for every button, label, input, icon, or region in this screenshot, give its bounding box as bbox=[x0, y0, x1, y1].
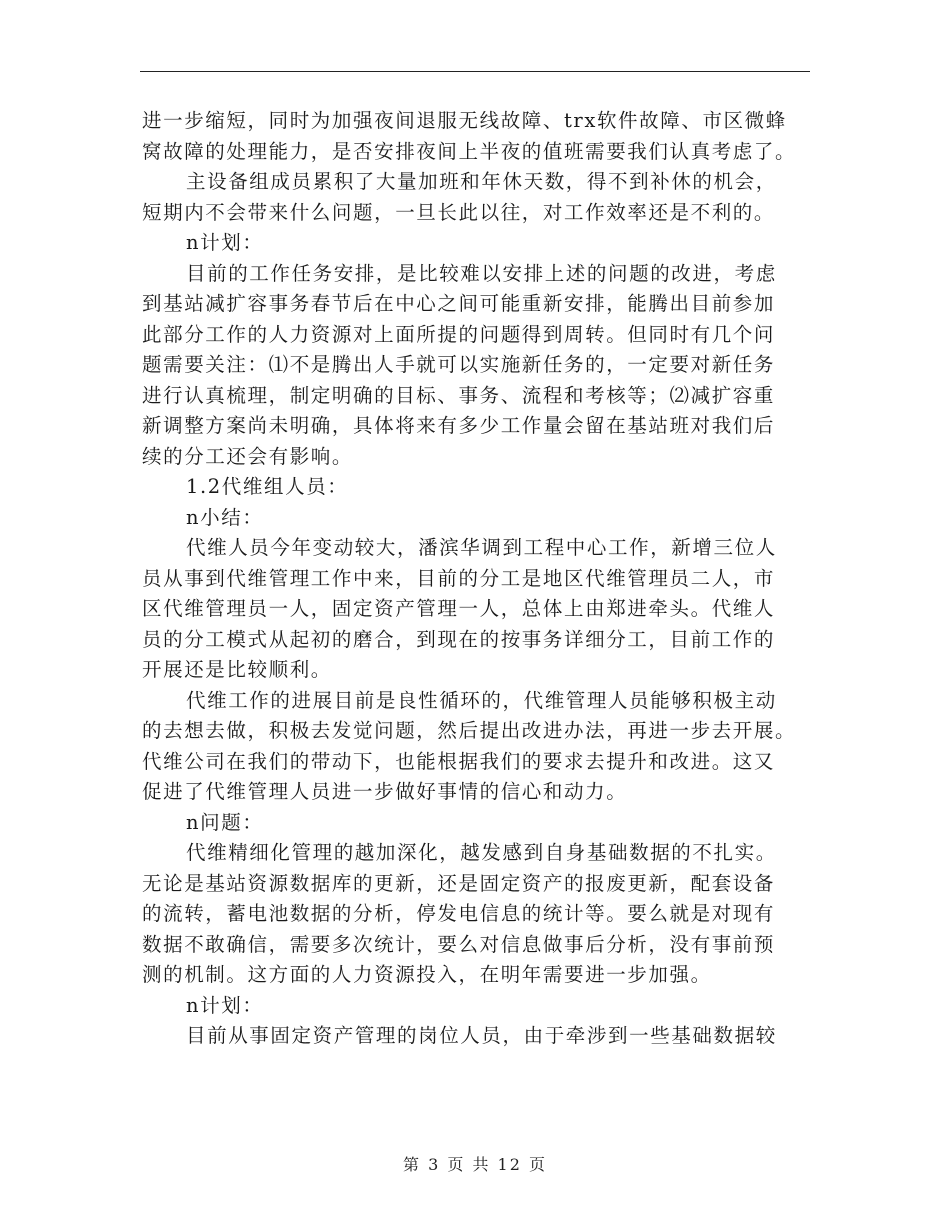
page-number-footer: 第 3 页 共 12 页 bbox=[403, 1155, 547, 1174]
text-line: 的去想去做，积极去发觉问题，然后提出改进办法，再进一步去开展。 bbox=[142, 719, 797, 742]
text-line: 到基站减扩容事务春节后在中心之间可能重新安排，能腾出目前参加 bbox=[142, 292, 776, 315]
text-line: 代维精细化管理的越加深化，越发感到自身基础数据的不扎实。 bbox=[186, 841, 777, 864]
text-line: 代维人员今年变动较大，潘滨华调到工程中心工作，新增三位人 bbox=[186, 536, 777, 559]
text-line: 目前的工作任务安排，是比较难以安排上述的问题的改进，考虑 bbox=[186, 261, 777, 285]
text-line: 目前从事固定资产管理的岗位人员，由于牵涉到一些基础数据较 bbox=[186, 1024, 777, 1047]
text-line: 短期内不会带来什么问题，一旦长此以往，对工作效率还是不利的。 bbox=[142, 200, 776, 224]
text-line: 题需要关注：⑴不是腾出人手就可以实施新任务的，一定要对新任务 bbox=[142, 353, 776, 376]
text-line: 数据不敢确信，需要多次统计，要么对信息做事后分析，没有事前预 bbox=[142, 932, 776, 956]
text-line: n计划： bbox=[186, 993, 264, 1017]
text-line: 新调整方案尚未明确，具体将来有多少工作量会留在基站班对我们后 bbox=[142, 414, 776, 437]
text-line: n计划： bbox=[186, 231, 264, 254]
text-line: 续的分工还会有影响。 bbox=[142, 444, 354, 468]
text-line: 进一步缩短，同时为加强夜间退服无线故障、trx软件故障、市区微蜂 bbox=[142, 109, 787, 132]
document-body bbox=[142, 106, 810, 1052]
text-line: 此部分工作的人力资源对上面所提的问题得到周转。但同时有几个问 bbox=[142, 322, 776, 346]
text-line: 代维工作的进展目前是良性循环的，代维管理人员能够积极主动 bbox=[186, 688, 777, 712]
text-line: 测的机制。这方面的人力资源投入，在明年需要进一步加强。 bbox=[142, 963, 712, 986]
text-line: 员的分工模式从起初的磨合，到现在的按事务详细分工，目前工作的 bbox=[142, 627, 776, 651]
text-line: 开展还是比较顺利。 bbox=[142, 658, 332, 681]
text-line: 1.2代维组人员： bbox=[186, 475, 349, 498]
text-line: 员从事到代维管理工作中来，目前的分工是地区代维管理员二人，市 bbox=[142, 566, 776, 590]
text-line: 无论是基站资源数据库的更新，还是固定资产的报废更新，配套设备 bbox=[142, 871, 776, 895]
text-line: 促进了代维管理人员进一步做好事情的信心和动力。 bbox=[142, 780, 628, 803]
text-line: 窝故障的处理能力，是否安排夜间上半夜的值班需要我们认真考虑了。 bbox=[142, 139, 797, 163]
text-line: 区代维管理员一人，固定资产管理一人，总体上由郑进牵头。代维人 bbox=[142, 597, 776, 620]
text-line: n小结： bbox=[186, 505, 264, 529]
header-rule bbox=[140, 71, 810, 72]
text-line: 代维公司在我们的带动下，也能根据我们的要求去提升和改进。这又 bbox=[142, 749, 776, 773]
text-line: 的流转，蓄电池数据的分析，停发电信息的统计等。要么就是对现有 bbox=[142, 902, 776, 925]
text-line: 进行认真梳理，制定明确的目标、事务、流程和考核等；⑵减扩容重 bbox=[142, 383, 776, 407]
text-line: 主设备组成员累积了大量加班和年休天数，得不到补休的机会， bbox=[186, 170, 777, 193]
text-line: n问题： bbox=[186, 810, 264, 834]
